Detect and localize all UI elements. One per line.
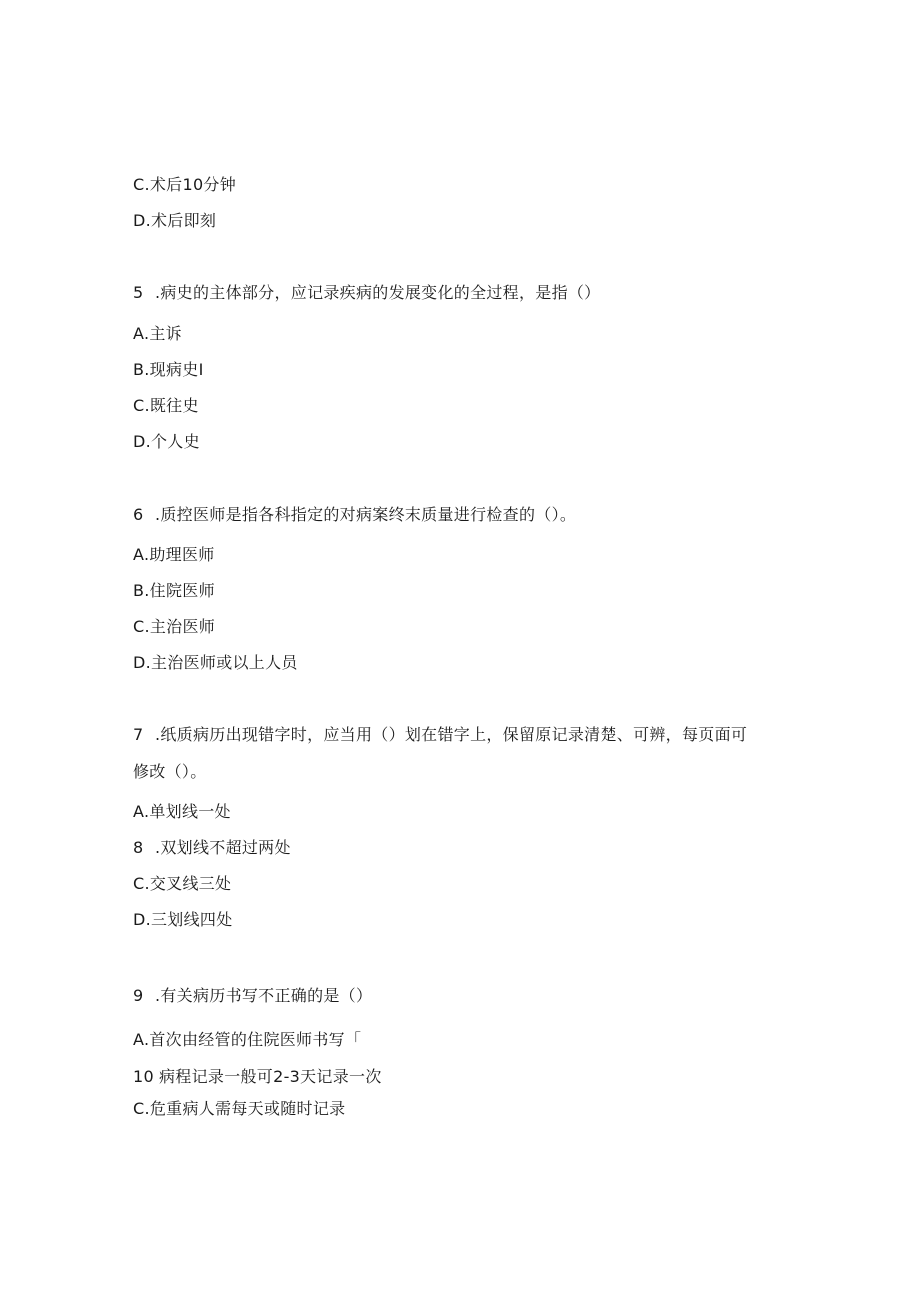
option-b: B.现病史I: [133, 360, 204, 379]
question-number: 8: [133, 838, 144, 857]
question-9: [133, 986, 372, 1006]
question-6: [133, 505, 576, 525]
option-c: C.术后10分钟: [133, 175, 237, 194]
option-c: C.交叉线三处: [133, 874, 232, 893]
question-8: [133, 838, 291, 858]
question-text: .有关病历书写不正确的是（）: [155, 986, 373, 1005]
option-d: D.三划线四处: [133, 910, 233, 929]
option-c: C.既往史: [133, 396, 199, 415]
question-5: [133, 283, 601, 303]
question-number: 9: [133, 986, 144, 1005]
question-number: 10: [133, 1067, 154, 1086]
option-d: D.个人史: [133, 432, 200, 451]
question-7-continuation: 修改（）。: [133, 762, 207, 781]
option-b: B.住院医师: [133, 581, 215, 600]
question-number: 6: [133, 505, 144, 524]
option-a: A.助理医师: [133, 545, 215, 564]
option-a: A.单划线一处: [133, 802, 231, 821]
option-a: A.主诉: [133, 324, 182, 343]
option-c: C.危重病人需每天或随时记录: [133, 1099, 346, 1118]
question-number: 7: [133, 725, 144, 744]
option-c: C.主治医师: [133, 617, 216, 636]
option-d: D.主治医师或以上人员: [133, 653, 298, 672]
question-7: [133, 725, 747, 745]
question-10: [133, 1067, 382, 1087]
question-number: 5: [133, 283, 144, 302]
option-a: A.首次由经管的住院医师书写「: [133, 1030, 362, 1049]
option-d: D.术后即刻: [133, 211, 217, 230]
question-text: .双划线不超过两处: [155, 838, 291, 857]
question-text: .病史的主体部分，应记录疾病的发展变化的全过程，是指（）: [155, 283, 601, 302]
question-text: .质控医师是指各科指定的对病案终末质量进行检查的（）。: [155, 505, 577, 524]
question-text: .纸质病历出现错字时，应当用（）划在错字上，保留原记录清楚、可辨，每页面可: [155, 725, 748, 744]
question-text: 病程记录一般可2-3天记录一次: [159, 1067, 382, 1086]
